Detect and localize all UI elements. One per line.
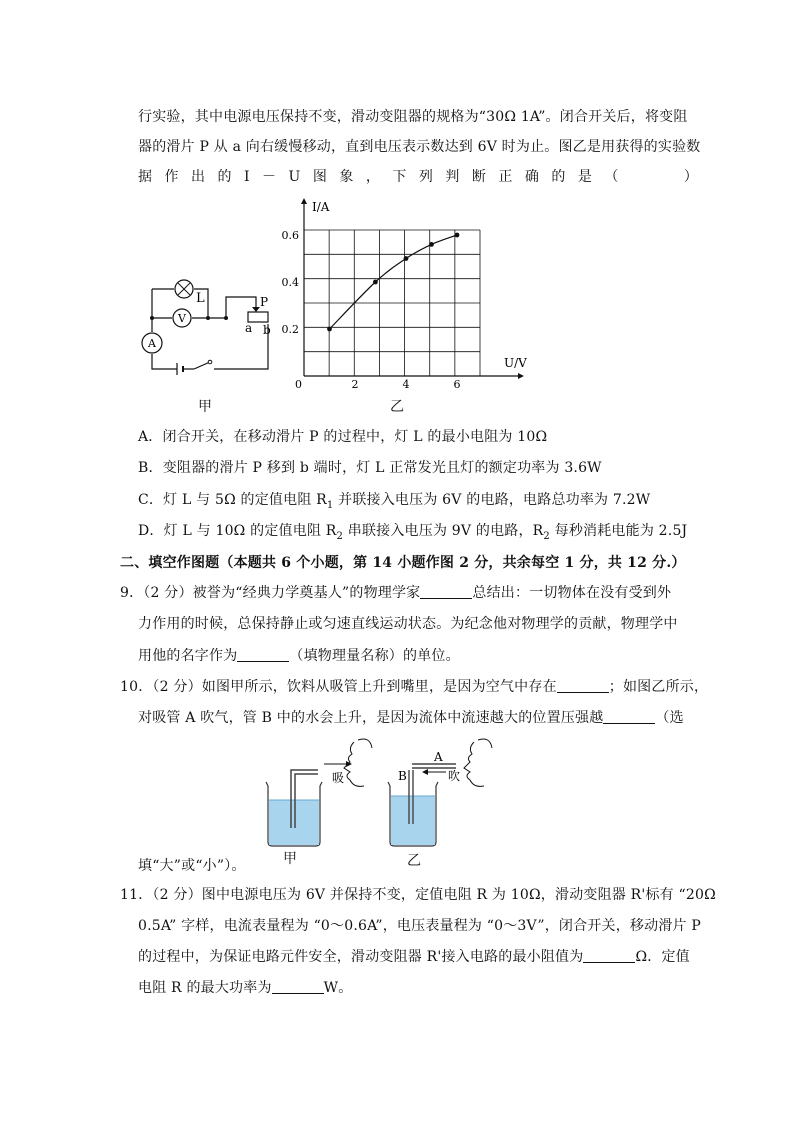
- x-axis-arrow: [518, 373, 524, 379]
- section-2-title: 二、填空作图题（本题共 6 个小题，第 14 小题作图 2 分，共余每空 1 分，共 12 分.）: [120, 555, 686, 571]
- x-tick-label: 4: [402, 378, 410, 391]
- y-axis-arrow: [301, 198, 307, 204]
- q11-line-3: [138, 946, 690, 966]
- q10-line-2: [138, 707, 684, 727]
- option-d-sub2: 2: [543, 530, 550, 542]
- q10-blank-1: [557, 678, 609, 693]
- x-tick-label: 2: [351, 378, 359, 391]
- blow-figure-yi: [382, 734, 502, 850]
- q10-line-3: 填“大”或“小”）。: [138, 858, 246, 874]
- q11-blank-1: [583, 948, 635, 963]
- q11-text-d: W。: [323, 980, 353, 996]
- q9-line-3: [138, 645, 460, 665]
- option-d-post: 每秒消耗电能为 2.5J: [549, 523, 688, 539]
- chart-caption: 乙: [390, 399, 405, 415]
- q11-blank-2: [272, 979, 324, 994]
- q10-text-a: 10．（2 分）如图甲所示，饮料从吸管上升到嘴里，是因为空气中存在: [120, 679, 557, 695]
- x-tick-label: 6: [453, 378, 461, 391]
- fig-yi-caption: 乙: [407, 853, 422, 869]
- q9-text-c: 用他的名字作为: [138, 648, 238, 664]
- slider-label: P: [260, 295, 269, 309]
- data-point: [455, 233, 460, 238]
- option-b: B．变阻器的滑片 P 移到 b 端时，灯 L 正常发光且灯的额定功率为 3.6W: [138, 460, 602, 476]
- q10-text-b: ；如图乙所示，: [608, 679, 709, 695]
- chart-ticks: [282, 229, 461, 391]
- intro-line-3: 据作出的I－U图象，下列判断正确的是（ ）: [138, 169, 711, 185]
- q10-text-c: 对吸管 A 吹气，管 B 中的水会上升，是因为流体中流速越大的位置压强越: [138, 710, 604, 726]
- rheostat-end-b: b: [263, 323, 271, 337]
- iu-chart: [280, 196, 530, 396]
- fig-jia-caption: 甲: [283, 851, 298, 867]
- y-tick-label: 0.6: [281, 229, 299, 242]
- q10-line-1: [120, 676, 708, 696]
- q11-text-c: 电阻 R 的最大功率为: [138, 980, 272, 996]
- q9-text-a: 9．（2 分）被誉为“经典力学奠基人”的物理学家: [120, 585, 421, 601]
- intro-line-2: 器的滑片 P 从 a 向右缓慢移动，直到电压表示数达到 6V 时为止。图乙是用获得的实验数: [138, 139, 701, 155]
- data-point: [373, 280, 378, 285]
- q9-blank-2: [237, 647, 289, 662]
- q9-line-2: 力作用的时候，总保持静止或匀速直线运动状态。为纪念他对物理学的贡献，物理学中: [138, 616, 678, 632]
- q11-line-1: 11．（2 分）图中电源电压为 6V 并保持不变，定值电阻 R 为 10Ω，滑动变阻器 R'标有 “20Ω: [120, 887, 716, 903]
- data-point: [429, 242, 434, 247]
- q11-line-2: 0.5A” 字样，电流表量程为 “0～0.6A”，电压表量程为 “0～3V”，闭合开关，移动滑片 P: [138, 918, 701, 934]
- chart-grid: [304, 230, 480, 376]
- q9-text-d: （填物理量名称）的单位。: [289, 648, 460, 664]
- q10-blank-2: [603, 709, 655, 724]
- chart-y-axis-label: I/A: [312, 200, 330, 214]
- option-a: A．闭合开关，在移动滑片 P 的过程中，灯 L 的最小电阻为 10Ω: [138, 429, 548, 445]
- q10-text-d: （选: [655, 710, 684, 726]
- chart-origin-label: 0: [295, 378, 302, 391]
- chart-points: [327, 233, 459, 332]
- intro-line-1: 行实验，其中电源电压保持不变，滑动变阻器的规格为“30Ω 1A”。闭合开关后，将变阻: [138, 109, 688, 125]
- option-d-pre: D．灯 L 与 10Ω 的定值电阻 R: [138, 523, 337, 539]
- y-tick-label: 0.4: [281, 276, 299, 289]
- ammeter-label: A: [148, 337, 156, 350]
- data-point: [404, 256, 409, 261]
- q9-blank-1: [420, 584, 472, 599]
- rheostat-end-a: a: [245, 321, 253, 335]
- lamp-label: L: [196, 291, 205, 306]
- suck-label: 吸: [332, 771, 345, 785]
- option-d-sub: 2: [336, 530, 344, 542]
- data-point: [327, 327, 332, 332]
- tube-a-label: A: [434, 750, 443, 764]
- y-tick-label: 0.2: [281, 323, 299, 336]
- chart-x-axis-label: U/V: [504, 356, 527, 370]
- q11-line-4: [138, 977, 352, 997]
- q9-text-b: 总结出：一切物体在没有受到外: [472, 585, 672, 601]
- q11-text-a: 的过程中，为保证电路元件安全，滑动变阻器 R'接入电路的最小阻值为: [138, 949, 584, 965]
- circuit-diagram: [130, 270, 290, 410]
- q9-line-1: [120, 582, 671, 602]
- chart-series-curve: [330, 235, 458, 329]
- tube-b-label: B: [398, 769, 407, 783]
- straw-figure-jia: [258, 734, 378, 850]
- option-c-post: 并联接入电压为 6V 的电路，电路总功率为 7.2W: [333, 492, 651, 508]
- option-d-mid: 串联接入电压为 9V 的电路，R: [343, 523, 544, 539]
- circuit-caption: 甲: [198, 399, 213, 415]
- option-c: [138, 489, 650, 511]
- option-d: [138, 520, 687, 542]
- option-c-sub: 1: [326, 499, 334, 511]
- blow-label: 吹: [448, 769, 461, 783]
- lamp-symbol: [175, 280, 193, 298]
- q11-text-b: Ω．定值: [635, 949, 690, 965]
- voltmeter-label: V: [178, 312, 186, 325]
- option-c-pre: C．灯 L 与 5Ω 的定值电阻 R: [138, 492, 327, 508]
